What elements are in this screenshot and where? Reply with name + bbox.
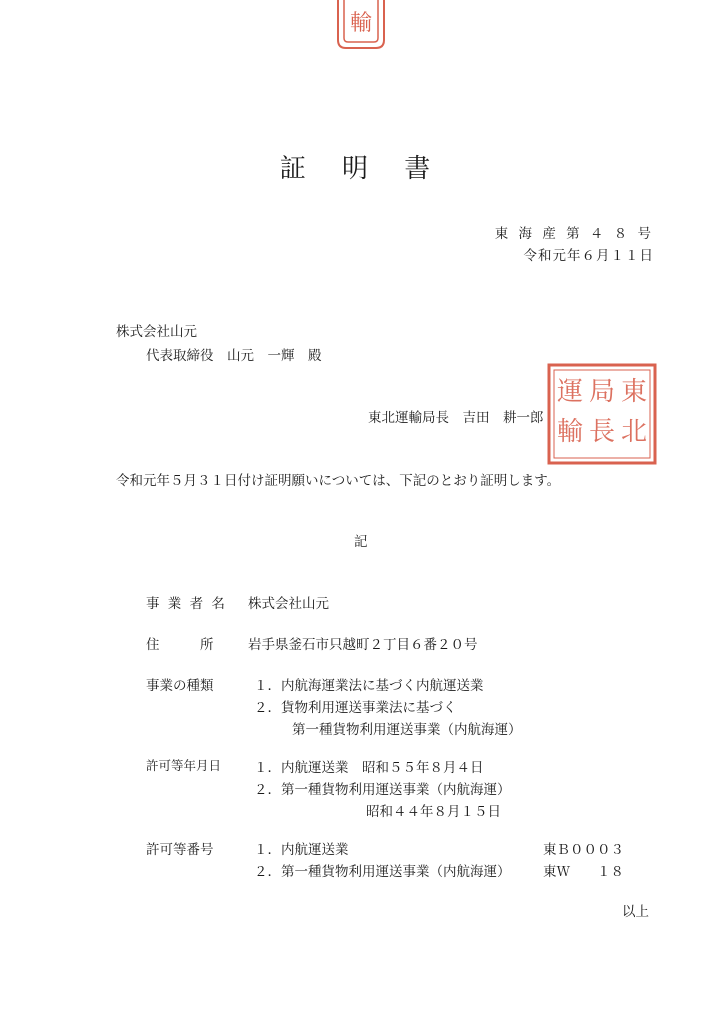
seal-char: 輸 — [556, 417, 584, 447]
svg-text:輸: 輸 — [349, 11, 373, 36]
business-type-item: ２．貨物利用運送事業法に基づく — [254, 700, 457, 716]
business-type-item: １．内航海運業法に基づく内航運送業 — [254, 678, 484, 694]
seal-char: 長 — [588, 417, 616, 447]
address-label: 住 所 — [146, 637, 214, 653]
permit-number-label: 許可等番号 — [146, 842, 214, 858]
permit-date-label: 許可等年月日 — [146, 758, 222, 773]
closing-mark: 以上 — [622, 904, 649, 920]
official-seal — [546, 362, 658, 466]
permit-number-code: 東Ｂ０００３ — [543, 842, 624, 858]
business-name-value: 株式会社山元 — [248, 596, 329, 612]
seal-char: 東 — [620, 377, 648, 407]
business-type-item: 第一種貨物利用運送事業（内航海運） — [292, 722, 522, 738]
document-number: 東 海 産 第 ４ ８ 号 — [494, 226, 654, 242]
issuer: 東北運輸局長 吉田 耕一郎 — [368, 410, 544, 426]
document-title: 証 明 書 — [279, 154, 445, 184]
permit-date-item: 昭和４４年８月１５日 — [366, 804, 501, 820]
issue-date: 令和元年６月１１日 — [523, 248, 654, 264]
addressee-representative: 代表取締役 山元 一輝 殿 — [146, 348, 322, 364]
permit-date-item: ２．第一種貨物利用運送事業（内航海運） — [254, 782, 511, 798]
seal-char: 北 — [620, 417, 648, 447]
business-type-label: 事業の種類 — [146, 678, 214, 694]
top-seal — [334, 0, 388, 52]
permit-date-item: １．内航運送業 昭和５５年８月４日 — [254, 760, 484, 776]
permit-number-name: １．内航運送業 — [254, 842, 349, 858]
business-name-label: 事 業 者 名 — [146, 596, 227, 612]
address-value: 岩手県釜石市只越町２丁目６番２０号 — [248, 637, 478, 653]
seal-char: 局 — [588, 377, 616, 407]
permit-number-name: ２．第一種貨物利用運送事業（内航海運） — [254, 864, 511, 880]
ki-mark: 記 — [354, 534, 368, 550]
addressee-company: 株式会社山元 — [116, 324, 197, 340]
permit-number-code: 東Ｗ １８ — [543, 864, 624, 880]
seal-char: 運 — [556, 377, 584, 407]
body-text: 令和元年５月３１日付け証明願いについては、下記のとおり証明します。 — [116, 473, 561, 489]
